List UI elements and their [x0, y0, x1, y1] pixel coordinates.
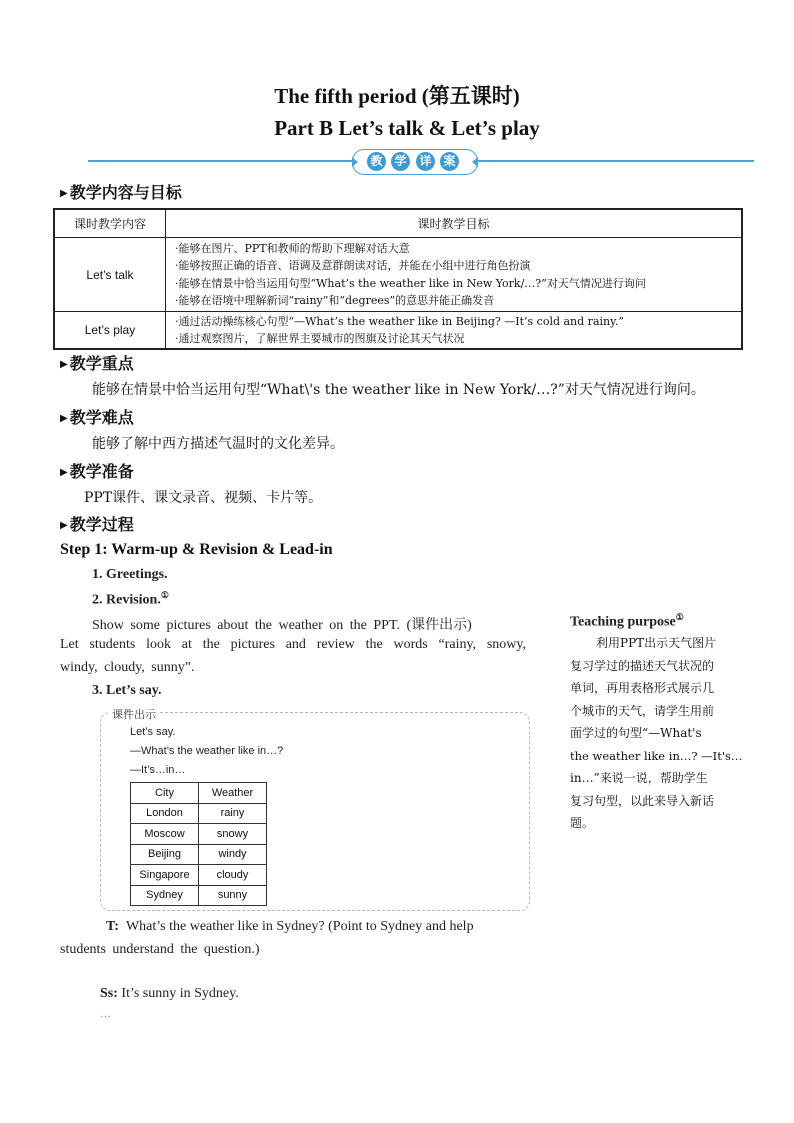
- weather-header-city: City: [131, 783, 199, 804]
- sidebar-note: [570, 632, 770, 835]
- goal-line: ·能够在图片、PPT和教师的帮助下理解对话大意: [175, 241, 410, 255]
- sidebar-line: 面学过的句型“—What's: [570, 726, 702, 740]
- weather-table: [130, 782, 267, 906]
- step1-item-greetings: 1. Greetings.: [92, 567, 168, 582]
- teacher-line1: T: What’s the weather like in Sydney? (Point to Sydney and help: [106, 919, 474, 934]
- revision-para-line2: Let students look at the pictures and review the words “rainy, snowy,: [60, 637, 526, 652]
- sidebar-line: in…”来说一说，帮助学生: [570, 771, 708, 785]
- weather-cell: windy: [199, 844, 267, 865]
- sidebar-line: 单词，再用表格形式展示几: [570, 681, 715, 695]
- revision-para-line1: Show some pictures about the weather on the PPT. (课件出示): [92, 618, 472, 633]
- table-row: [131, 865, 267, 886]
- goals-row-lines: [166, 238, 743, 312]
- preparation-text: PPT课件、课文录音、视频、卡片等。: [84, 490, 323, 506]
- weather-cell: snowy: [199, 824, 267, 845]
- goal-line: ·通过观察图片，了解世界主要城市的图旗及讨论其天气状况: [175, 332, 465, 345]
- goal-line: ·能够在语境中理解新词“rainy”和“degrees”的意思并能正确发音: [175, 294, 495, 307]
- footnote-mark: ①: [160, 590, 169, 600]
- weather-cell: sunny: [199, 885, 267, 906]
- sidebar-line: the weather like in…? —It's…: [570, 748, 743, 763]
- goals-table-header: [54, 209, 742, 238]
- city-cell: Singapore: [131, 865, 199, 886]
- card-line: Let’s say.: [130, 726, 176, 738]
- page-subtitle: Part B Let’s talk & Let’s play: [274, 116, 540, 140]
- step1-item-lets-say: 3. Let’s say.: [92, 683, 162, 698]
- table-row: [131, 885, 267, 906]
- card-line: —What’s the weather like in…?: [130, 745, 284, 757]
- teacher-line2: students understand the question.): [60, 942, 260, 957]
- triangle-bullet-icon: ▶: [60, 413, 68, 424]
- goals-row-talk: [54, 238, 742, 312]
- goals-row-lines: [166, 312, 743, 350]
- key-points-text: 能够在情景中恰当运用句型“What\'s the weather like in New York/…?”对天气情况进行询问。: [92, 382, 705, 398]
- sidebar-line: 个城市的天气，请学生用前: [570, 703, 715, 718]
- banner-char: 案: [440, 152, 459, 171]
- city-cell: Sydney: [131, 885, 199, 906]
- weather-table-header: [131, 783, 267, 804]
- weather-cell: rainy: [199, 803, 267, 824]
- goal-line: ·能够按照正确的语音、语调及意群朗读对话，并能在小组中进行角色扮演: [175, 259, 531, 272]
- section-heading-content-goals: ▶ 教学内容与目标: [60, 183, 182, 202]
- students-line: Ss: It’s sunny in Sydney.: [100, 986, 239, 1001]
- step1-item-revision: 2. Revision.①: [92, 590, 169, 608]
- triangle-bullet-icon: ▶: [60, 520, 68, 531]
- table-row: [131, 803, 267, 824]
- city-cell: Moscow: [131, 824, 199, 845]
- courseware-label: 课件出示: [108, 706, 160, 722]
- card-line: —It’s…in…: [130, 764, 186, 776]
- banner-char: 学: [391, 152, 410, 171]
- page-title: The fifth period (第五课时): [274, 84, 520, 108]
- city-cell: Beijing: [131, 844, 199, 865]
- table-row: [131, 824, 267, 845]
- step1-title: Step 1: Warm-up & Revision & Lead-in: [60, 541, 333, 558]
- triangle-bullet-icon: ▶: [60, 188, 68, 199]
- triangle-bullet-icon: ▶: [60, 467, 68, 478]
- banner-char: 详: [416, 152, 435, 171]
- banner-char: 教: [367, 152, 386, 171]
- difficulties-text: 能够了解中西方描述气温时的文化差异。: [92, 436, 344, 452]
- goals-table: [53, 208, 743, 350]
- section-heading-key-points: ▶ 教学重点: [60, 354, 134, 373]
- sidebar-title: Teaching purpose①: [570, 612, 684, 630]
- table-row: [131, 844, 267, 865]
- sidebar-line: 复习句型，以此来导入新话: [570, 793, 715, 808]
- footnote-mark: ①: [675, 612, 684, 622]
- triangle-bullet-icon: ▶: [60, 359, 68, 370]
- goals-header-objectives: 课时教学目标: [166, 209, 743, 238]
- revision-para-line3: windy, cloudy, sunny”.: [60, 660, 195, 675]
- goals-row-play: [54, 312, 742, 350]
- banner-left-tip: [352, 157, 358, 167]
- sidebar-line: 题。: [570, 816, 595, 830]
- section-heading-process: ▶ 教学过程: [60, 515, 134, 534]
- banner-badge: [352, 149, 478, 175]
- sidebar-line: 利用PPT出示天气图片: [596, 636, 717, 650]
- goal-line: ·通过活动操练核心句型“—What’s the weather like in Beijing? —It’s cold and rainy.”: [175, 314, 624, 328]
- goals-row-label: Let’s talk: [54, 238, 166, 312]
- goals-row-label: Let’s play: [54, 312, 166, 350]
- goals-header-content: 课时教学内容: [54, 209, 166, 238]
- city-cell: London: [131, 803, 199, 824]
- sidebar-line: 复习学过的描述天气状况的: [570, 658, 715, 673]
- banner-right-tip: [472, 157, 478, 167]
- section-heading-difficulties: ▶ 教学难点: [60, 408, 134, 427]
- ellipsis: …: [100, 1008, 111, 1020]
- weather-cell: cloudy: [199, 865, 267, 886]
- weather-header-weather: Weather: [199, 783, 267, 804]
- section-heading-preparation: ▶ 教学准备: [60, 462, 134, 481]
- goal-line: ·能够在情景中恰当运用句型“What’s the weather like in New York/…?”对天气情况进行询问: [175, 276, 646, 290]
